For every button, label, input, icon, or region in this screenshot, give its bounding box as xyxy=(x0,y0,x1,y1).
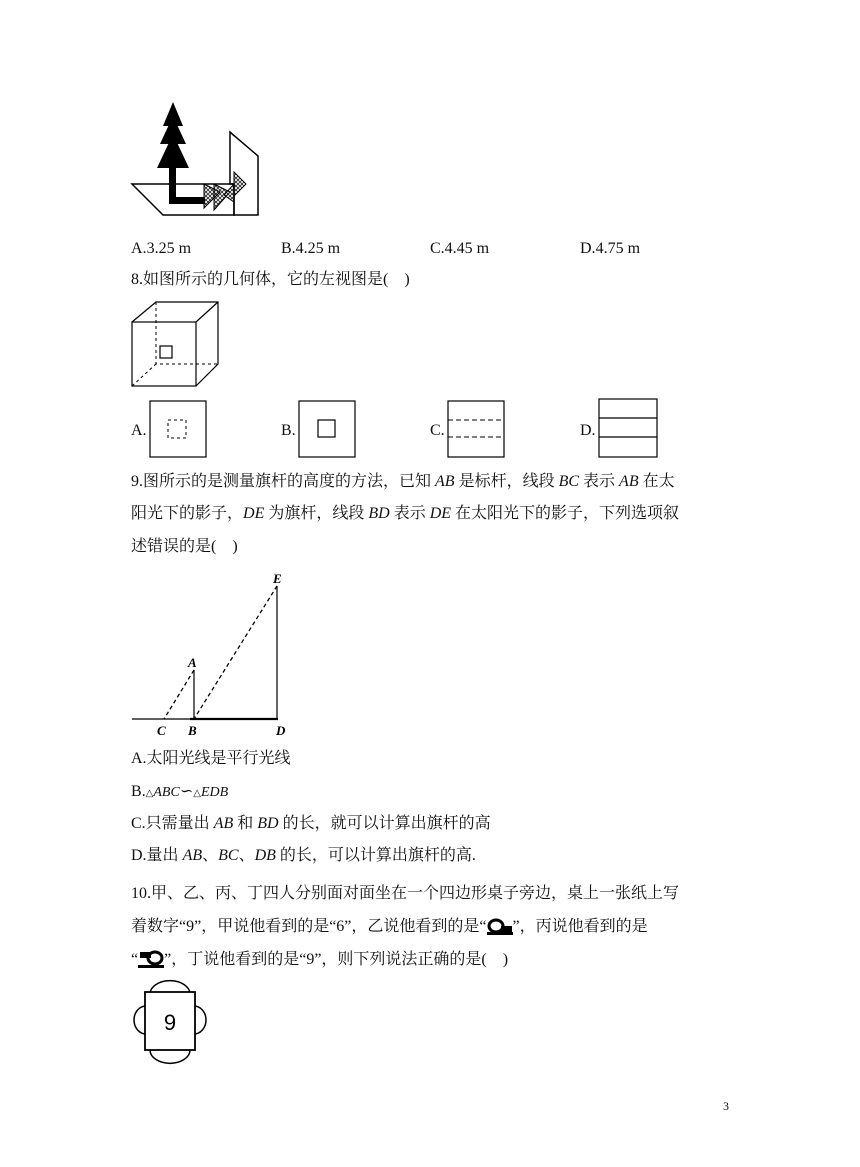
q10-stem-line2: 着数字“9”，甲说他看到的是“6”，乙说他看到的是“ ”，丙说他看到的是 xyxy=(131,918,648,935)
q9-option-d: D.量出 AB、BC、DB 的长，可以计算出旗杆的高. xyxy=(131,847,476,864)
q9-option-c: C.只需量出 AB 和 BD 的长，就可以计算出旗杆的高 xyxy=(131,815,491,832)
q7-option-a: A.3.25 m xyxy=(131,240,192,257)
q7-option-d: D.4.75 m xyxy=(580,240,641,257)
q8-option-a-label: A. xyxy=(131,422,147,439)
q10-stem-line1: 10.甲、乙、丙、丁四人分别面对面坐在一个四边形桌子旁边，桌上一张纸上写 xyxy=(131,885,680,902)
q8-option-b-view xyxy=(298,400,356,458)
flagpole-figure xyxy=(130,570,300,740)
label-c: C xyxy=(157,723,166,738)
q8-option-a-view xyxy=(149,400,207,458)
q9-stem-line3: 述错误的是( ) xyxy=(131,538,238,555)
q8-option-c-view xyxy=(447,400,505,458)
label-a: A xyxy=(188,655,197,670)
q7-option-b: B.4.25 m xyxy=(281,240,341,257)
page-number: 3 xyxy=(723,1099,729,1113)
q7-option-c: C.4.45 m xyxy=(430,240,490,257)
cube-with-hole-figure xyxy=(130,300,220,388)
table-with-four-seats-figure xyxy=(128,982,214,1062)
tree-shadow-figure xyxy=(130,100,265,222)
q8-option-d-view xyxy=(598,398,658,458)
q9-stem-line1: 9.图所示的是测量旗杆的高度的方法，已知 AB 是标杆，线段 BC 表示 AB 在太 xyxy=(131,473,675,490)
q8-option-b-label: B. xyxy=(281,422,296,439)
label-e: E xyxy=(273,571,282,586)
table-number: 9 xyxy=(163,1010,177,1035)
label-b: B xyxy=(188,723,197,738)
q10-stem-line3: “ ”，丁说他看到的是“9”，则下列说法正确的是( ) xyxy=(131,951,509,968)
q9-option-b: B.△ABC∽△EDB xyxy=(131,783,229,800)
q8-stem: 8.如图所示的几何体，它的左视图是( ) xyxy=(131,271,410,288)
label-d: D xyxy=(276,723,286,738)
rotated-nine-left-icon xyxy=(138,950,164,968)
q8-option-c-label: C. xyxy=(430,422,445,439)
q9-stem-line2: 阳光下的影子，DE 为旗杆，线段 BD 表示 DE 在太阳光下的影子，下列选项叙 xyxy=(131,505,680,522)
rotated-nine-right-icon xyxy=(487,917,513,935)
q9-option-a: A.太阳光线是平行光线 xyxy=(131,750,291,767)
q8-option-d-label: D. xyxy=(580,422,596,439)
